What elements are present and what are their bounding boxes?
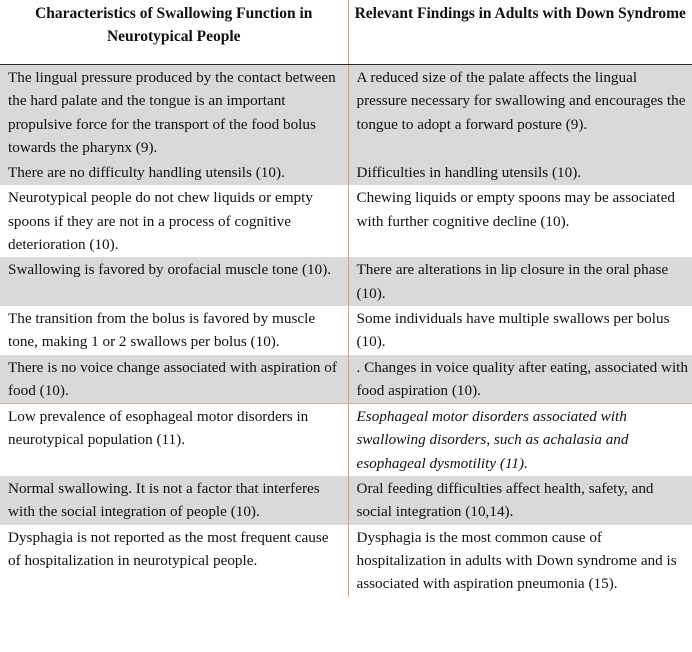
cell-neurotypical: Neurotypical people do not chew liquids or empty spoons if they are not in a process of cognitive deterioration (10).: [0, 185, 348, 257]
italic-finding-text: Esophageal motor disorders associated with swallowing disorders, such as achalasia and esophageal dysmotility (11).: [356, 408, 629, 472]
cell-down-syndrome: Some individuals have multiple swallows per bolus (10).: [348, 306, 692, 355]
cell-down-syndrome: Difficulties in handling utensils (10).: [348, 160, 692, 185]
cell-neurotypical: The transition from the bolus is favored by muscle tone, making 1 or 2 swallows per bolus (10).: [0, 306, 348, 355]
table-row: [0, 404, 692, 476]
cell-down-syndrome: . Changes in voice quality after eating, associated with food aspiration (10).: [348, 355, 692, 404]
table-row: [0, 257, 692, 306]
cell-neurotypical: There is no voice change associated with aspiration of food (10).: [0, 355, 348, 404]
table-row: [0, 355, 692, 404]
cell-neurotypical: Swallowing is favored by orofacial muscle tone (10).: [0, 257, 348, 306]
table-row: [0, 65, 692, 161]
header-down-syndrome: Relevant Findings in Adults with Down Syndrome: [348, 0, 692, 65]
header-row: [0, 0, 692, 65]
table-row: [0, 476, 692, 525]
cell-down-syndrome: There are alterations in lip closure in the oral phase (10).: [348, 257, 692, 306]
table-row: [0, 160, 692, 185]
table-row: [0, 525, 692, 597]
cell-down-syndrome: Dysphagia is the most common cause of hospitalization in adults with Down syndrome and is associated with aspiration pneumonia (15).: [348, 525, 692, 597]
cell-down-syndrome: A reduced size of the palate affects the lingual pressure necessary for swallowing and encourages the tongue to adopt a forward posture (9).: [348, 65, 692, 161]
cell-neurotypical: Dysphagia is not reported as the most frequent cause of hospitalization in neurotypical people.: [0, 525, 348, 597]
cell-neurotypical: There are no difficulty handling utensils (10).: [0, 160, 348, 185]
cell-down-syndrome: Chewing liquids or empty spoons may be associated with further cognitive decline (10).: [348, 185, 692, 257]
cell-neurotypical: Normal swallowing. It is not a factor that interferes with the social integration of people (10).: [0, 476, 348, 525]
cell-neurotypical: Low prevalence of esophageal motor disorders in neurotypical population (11).: [0, 404, 348, 476]
header-neurotypical: Characteristics of Swallowing Function in Neurotypical People: [0, 0, 348, 65]
cell-neurotypical: The lingual pressure produced by the contact between the hard palate and the tongue is an important propulsive force for the transport of the food bolus towards the pharynx (9).: [0, 65, 348, 161]
table-row: [0, 185, 692, 257]
table-row: [0, 306, 692, 355]
cell-down-syndrome: Oral feeding difficulties affect health, safety, and social integration (10,14).: [348, 476, 692, 525]
cell-down-syndrome: [348, 404, 692, 476]
